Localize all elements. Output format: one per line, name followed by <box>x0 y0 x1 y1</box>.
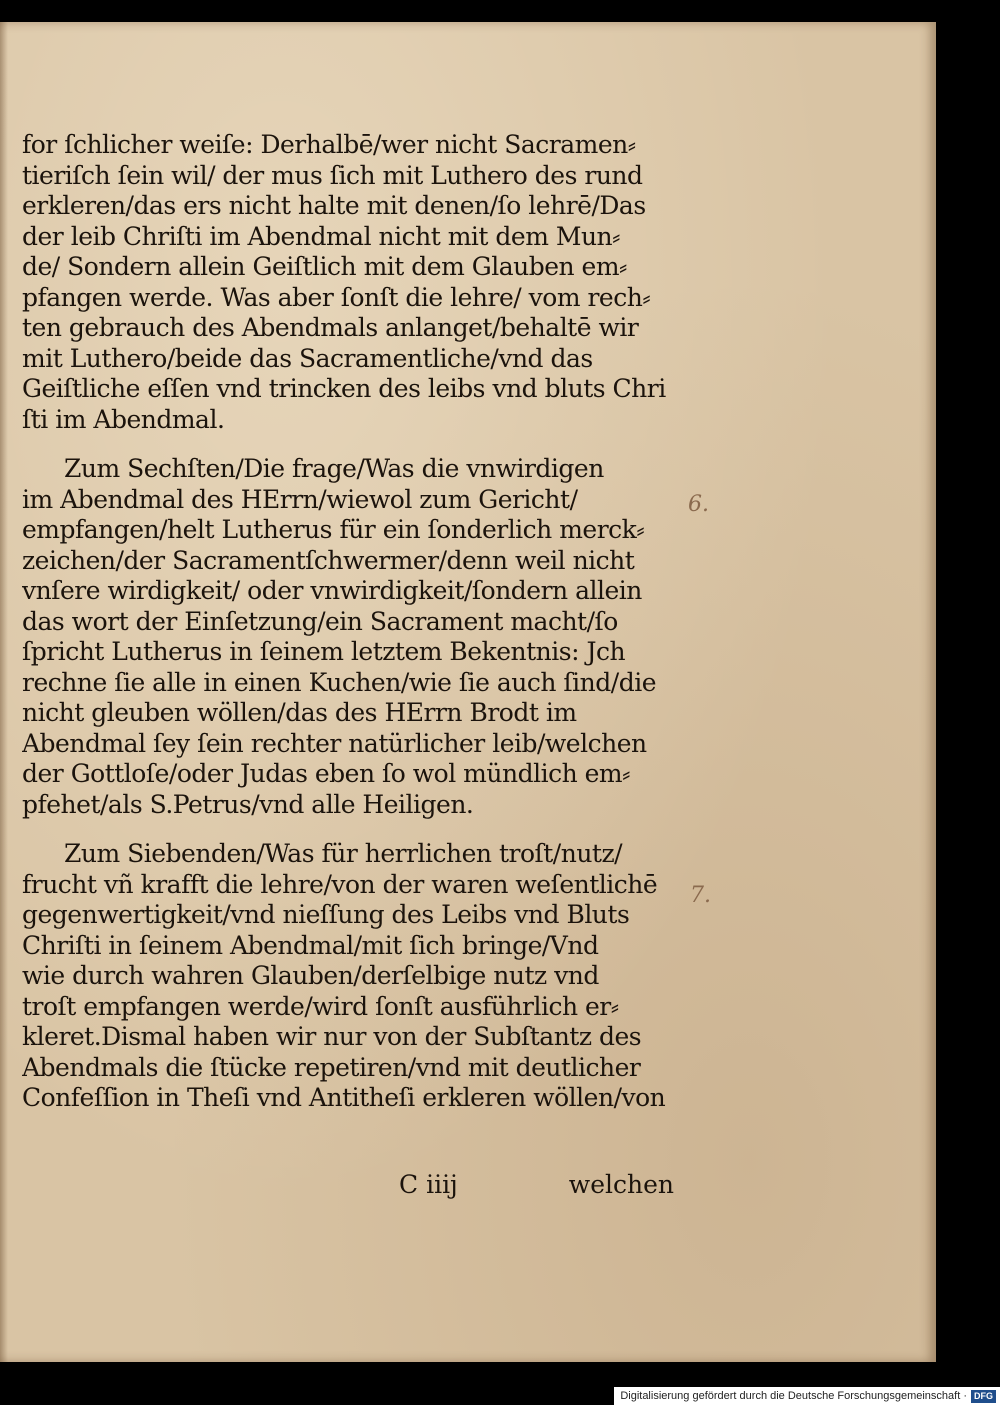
text-line: Zum Siebenden/Was für herrlichen troſt/nutz/ <box>64 839 623 868</box>
text-line: de/ Sondern allein Geiſtlich mit dem Glauben em⸗ <box>22 252 627 281</box>
text-line: wie durch wahren Glauben/derſelbige nutz vnd <box>22 961 599 990</box>
text-line: der leib Chriſti im Abendmal nicht mit dem Mun⸗ <box>22 221 620 251</box>
text-line: ſpricht Lutherus in ſeinem letztem Bekentnis: Jch <box>22 637 626 666</box>
margin-note-7: 7. <box>690 883 711 908</box>
signature-mark: C iiij <box>399 1170 458 1199</box>
text-line: ſti im Abendmal. <box>22 404 225 434</box>
main-text-block <box>22 130 682 1114</box>
text-line: tieriſch ſein wil/ der mus ſich mit Luthero des rund <box>22 160 643 190</box>
text-line: for ſchlicher weiſe: Derhalbē/wer nicht Sacramen⸗ <box>22 130 636 159</box>
text-line: gegenwertigkeit/vnd nieſſung des Leibs vnd Bluts <box>22 900 630 929</box>
dfg-logo: DFG <box>971 1390 996 1403</box>
text-line: frucht vñ krafft die lehre/von der waren weſentlichē <box>22 869 658 899</box>
text-line: pfangen werde. Was aber ſonſt die lehre/ vom rech⸗ <box>22 282 651 312</box>
digitization-credit <box>614 1387 1000 1405</box>
text-line: kleret.Dismal haben wir nur von der Subſtantz des <box>22 1022 642 1051</box>
paragraph-1 <box>22 130 682 435</box>
paragraph-2 <box>22 454 682 820</box>
catchword: welchen <box>568 1170 674 1199</box>
text-line: erkleren/das ers nicht halte mit denen/ſo lehrē/Das <box>22 191 646 220</box>
text-line: empfangen/helt Lutherus für ein ſonderlich merck⸗ <box>22 515 645 544</box>
text-line: Abendmal ſey ſein rechter natürlicher leib/welchen <box>22 728 647 758</box>
text-line: das wort der Einſetzung/ein Sacrament macht/ſo <box>22 606 618 636</box>
text-line: Chriſti in ſeinem Abendmal/mit ſich bringe/Vnd <box>22 930 599 960</box>
page-gutter-shadow <box>0 22 8 1362</box>
text-line: pfehet/als S.Petrus/vnd alle Heiligen. <box>22 789 474 819</box>
text-line: troſt empfangen werde/wird ſonſt ausführlich er⸗ <box>22 991 619 1021</box>
text-line: Geiſtliche eſſen vnd trincken des leibs vnd bluts Chri <box>22 374 666 403</box>
text-line: Confeſſion in Theſi vnd Antitheſi erkleren wöllen/von <box>22 1083 666 1112</box>
text-line: im Abendmal des HErrn/wiewol zum Gericht/ <box>22 484 578 514</box>
text-line: der Gottloſe/oder Judas eben ſo wol mündlich em⸗ <box>22 759 630 788</box>
text-line: Zum Sechſten/Die frage/Was die vnwirdigen <box>64 454 604 483</box>
text-line: nicht gleuben wöllen/das des HErrn Brodt im <box>22 698 577 727</box>
book-page <box>0 22 936 1362</box>
text-line: ten gebrauch des Abendmals anlanget/behaltē wir <box>22 313 639 342</box>
text-line: Abendmals die ſtücke repetiren/vnd mit deutlicher <box>22 1052 641 1082</box>
text-line: mit Luthero/beide das Sacramentliche/vnd das <box>22 343 593 373</box>
text-line: zeichen/der Sacramentſchwermer/denn weil nicht <box>22 545 635 575</box>
page-foot-line <box>22 1169 682 1201</box>
text-line: vnſere wirdigkeit/ oder vnwirdigkeit/ſondern allein <box>22 576 642 605</box>
paragraph-3 <box>22 839 682 1114</box>
text-line: rechne ſie alle in einen Kuchen/wie ſie auch ſind/die <box>22 667 656 697</box>
margin-note-6: 6. <box>688 492 709 517</box>
credit-text: Digitalisierung gefördert durch die Deutsche Forschungsgemeinschaft · <box>620 1390 967 1402</box>
